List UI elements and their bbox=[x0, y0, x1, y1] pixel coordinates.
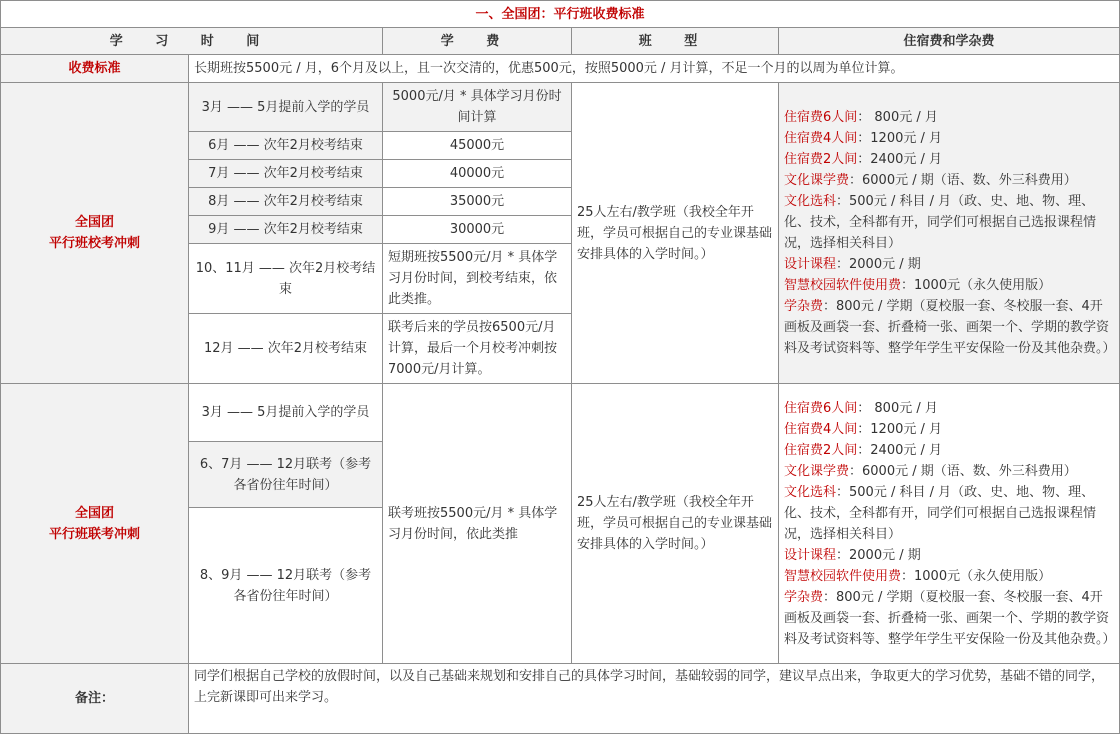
header-row bbox=[1, 28, 1120, 55]
section2-housing: 住宿费6人间： 800元 / 月 住宿费4人间：1200元 / 月 住宿费2人间：2400元 / 月 文化课学费：6000元 / 期（语、数、外三科费用） 文化选科：500元 / 科目 / 月（政、史、地、物、理、化、技术，全科都有开，同学们可根据自己选报课程情况，选择相关科目） 设计课程：2000元 / 期 智慧校园软件使用费：1000元（永久使用版） 学杂费：800元 / 学期（夏校服一套、冬校服一套、4开画板及画袋一套、折叠椅一张、画架一个、学期的教学资料及考试资料等、整学年学生平安保险一份及其他杂费。） bbox=[779, 384, 1120, 664]
table-title: 一、全国团：平行班收费标准 bbox=[1, 1, 1120, 28]
section2-fee: 联考班按5500元/月 * 具体学习月份时间，依此类推 bbox=[383, 384, 572, 664]
time-cell: 9月 —— 次年2月校考结束 bbox=[189, 216, 383, 244]
time-cell: 8、9月 —— 12月联考（参考各省份往年时间） bbox=[189, 508, 383, 664]
fee-cell: 30000元 bbox=[383, 216, 572, 244]
header-time: 学 习 时 间 bbox=[1, 28, 383, 55]
section1-label: 全国团 平行班校考冲刺 bbox=[1, 83, 189, 384]
section2-label: 全国团 平行班联考冲刺 bbox=[1, 384, 189, 664]
time-cell: 6月 —— 次年2月校考结束 bbox=[189, 132, 383, 160]
fee-cell: 联考后来的学员按6500元/月计算，最后一个月校考冲刺按7000元/月计算。 bbox=[383, 314, 572, 384]
standard-row bbox=[1, 55, 1120, 83]
section1-class-type: 25人左右/教学班（我校全年开班，学员可根据自己的专业课基础安排具体的入学时间。） bbox=[572, 83, 779, 384]
section2-class-type: 25人左右/教学班（我校全年开班，学员可根据自己的专业课基础安排具体的入学时间。） bbox=[572, 384, 779, 664]
time-cell: 7月 —— 次年2月校考结束 bbox=[189, 160, 383, 188]
fee-cell: 35000元 bbox=[383, 188, 572, 216]
fee-cell: 40000元 bbox=[383, 160, 572, 188]
fee-cell: 短期班按5500元/月 * 具体学习月份时间，到校考结束，依此类推。 bbox=[383, 244, 572, 314]
note-text: 同学们根据自己学校的放假时间，以及自己基础来规划和安排自己的具体学习时间，基础较弱的同学，建议早点出来，争取更大的学习优势，基础不错的同学，上完新课即可出来学习。 bbox=[189, 664, 1120, 734]
section1-housing: 住宿费6人间： 800元 / 月 住宿费4人间：1200元 / 月 住宿费2人间：2400元 / 月 文化课学费：6000元 / 期（语、数、外三科费用） 文化选科：500元 / 科目 / 月（政、史、地、物、理、化、技术，全科都有开，同学们可根据自己选报课程情况，选择相关科目） 设计课程：2000元 / 期 智慧校园软件使用费：1000元（永久使用版） 学杂费：800元 / 学期（夏校服一套、冬校服一套、4开画板及画袋一套、折叠椅一张、画架一个、学期的教学资料及考试资料等、整学年学生平安保险一份及其他杂费。） bbox=[779, 83, 1120, 384]
table-row bbox=[1, 384, 1120, 442]
note-row bbox=[1, 664, 1120, 734]
fee-cell: 45000元 bbox=[383, 132, 572, 160]
note-label: 备注： bbox=[1, 664, 189, 734]
time-cell: 6、7月 —— 12月联考（参考各省份往年时间） bbox=[189, 442, 383, 508]
header-fee: 学 费 bbox=[383, 28, 572, 55]
time-cell: 12月 —— 次年2月校考结束 bbox=[189, 314, 383, 384]
header-class-type: 班 型 bbox=[572, 28, 779, 55]
header-housing: 住宿费和学杂费 bbox=[779, 28, 1120, 55]
table-row bbox=[1, 83, 1120, 132]
time-cell: 3月 —— 5月提前入学的学员 bbox=[189, 83, 383, 132]
time-cell: 8月 —— 次年2月校考结束 bbox=[189, 188, 383, 216]
standard-label: 收费标准 bbox=[1, 55, 189, 83]
time-cell: 10、11月 —— 次年2月校考结束 bbox=[189, 244, 383, 314]
standard-text: 长期班按5500元 / 月，6个月及以上，且一次交清的，优惠500元，按照5000元 / 月计算，不足一个月的以周为单位计算。 bbox=[189, 55, 1120, 83]
fee-cell: 5000元/月 * 具体学习月份时间计算 bbox=[383, 83, 572, 132]
time-cell: 3月 —— 5月提前入学的学员 bbox=[189, 384, 383, 442]
title-row bbox=[1, 1, 1120, 28]
